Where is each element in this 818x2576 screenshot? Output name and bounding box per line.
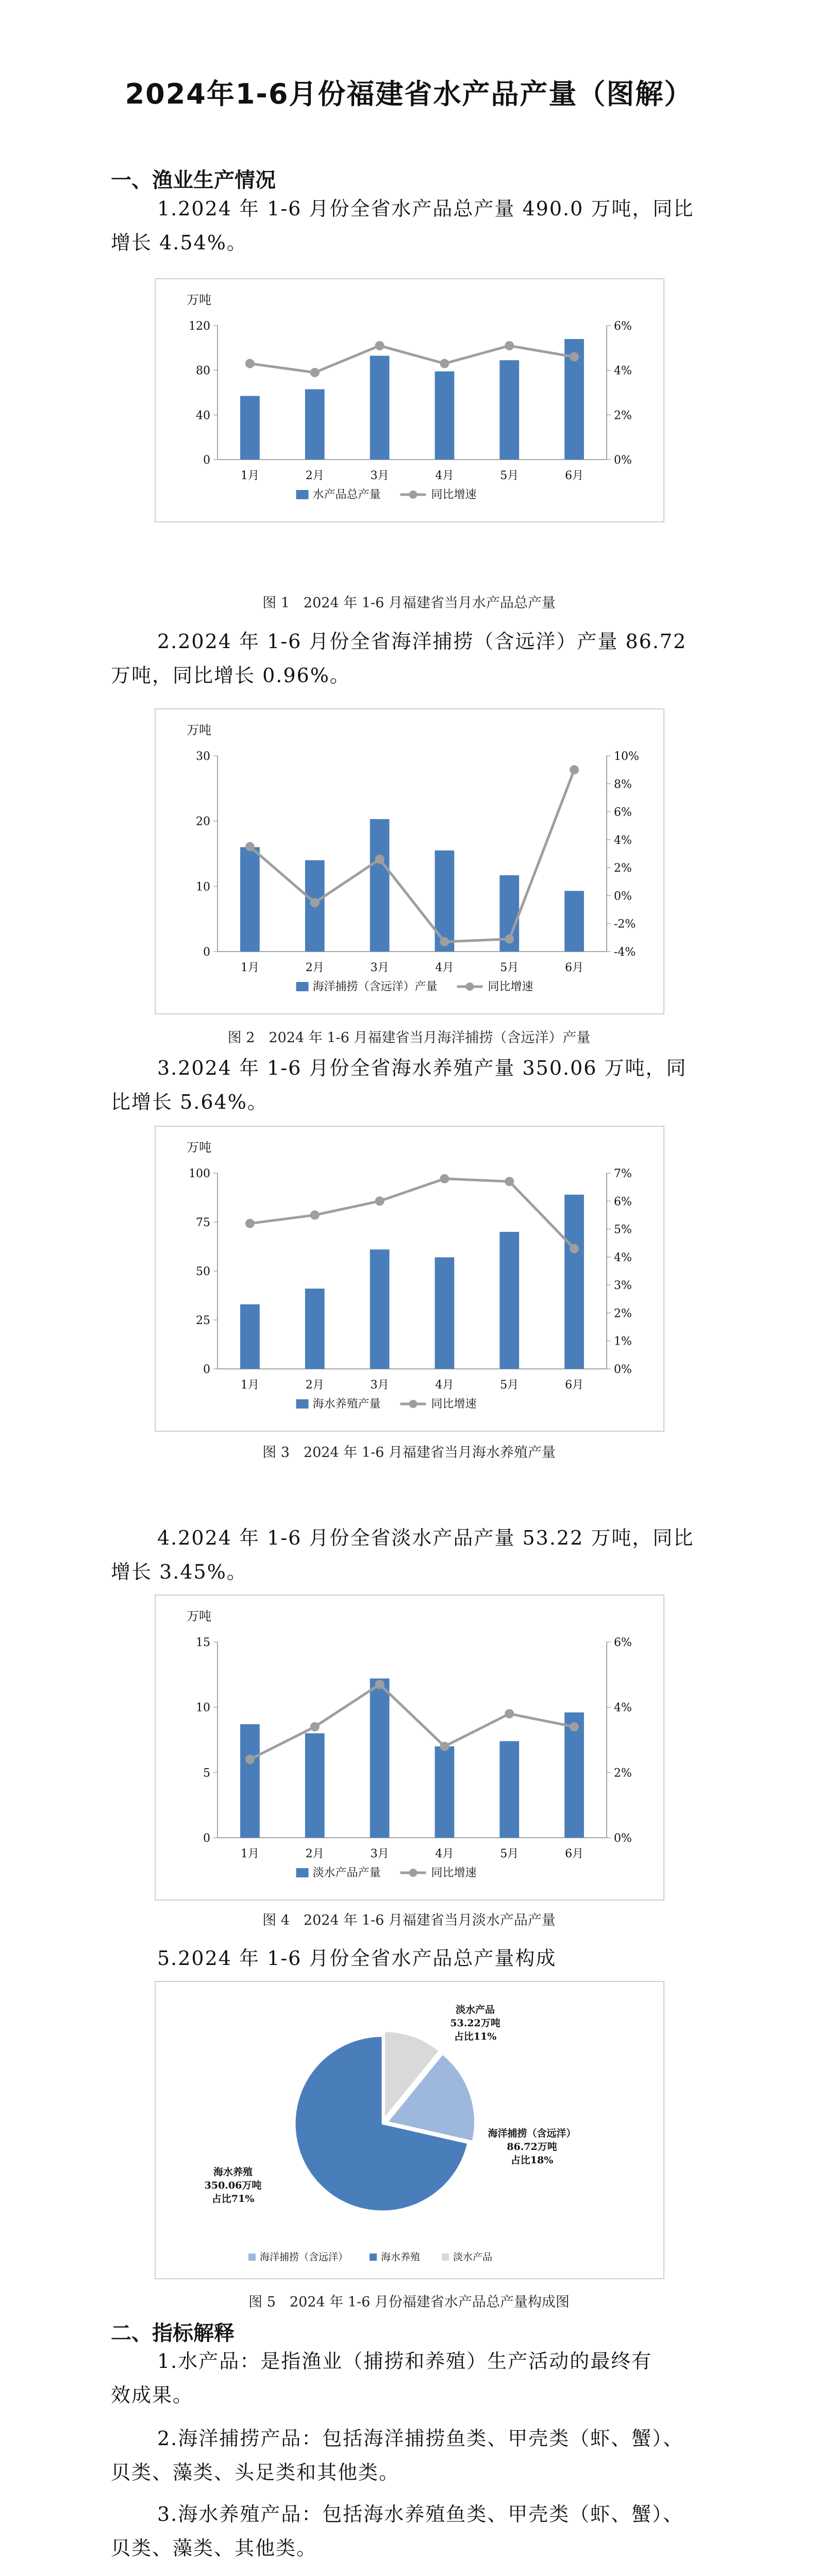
y-tick-label: 80 [196,364,210,378]
legend-line-marker [409,1869,418,1877]
y2-tick-label: 6% [614,1636,632,1649]
y2-tick-label: 0% [614,1363,632,1376]
pie-data-label: 海洋捕捞（含远洋） [488,2128,576,2139]
growth-point [245,842,255,851]
x-tick-label: 5月 [500,469,519,482]
growth-point [440,359,449,368]
growth-point [440,937,449,946]
y2-tick-label: 4% [614,1701,632,1715]
x-tick-label: 6月 [565,469,584,482]
growth-point [375,855,385,864]
y2-tick-label: -2% [614,918,636,931]
y2-tick-label: 6% [614,1195,632,1209]
bar [305,1289,325,1369]
y-tick-label: 75 [196,1216,210,1229]
bar [435,1257,455,1369]
y2-tick-label: 5% [614,1223,632,1236]
growth-point [570,1244,579,1253]
growth-point [310,1722,320,1732]
bar [435,371,455,460]
y-tick-label: 120 [189,320,210,333]
growth-line [250,770,574,942]
paragraph-line: 增长 4.54%。 [111,231,247,254]
legend-line-label: 同比增速 [431,488,477,501]
y2-tick-label: 4% [614,834,632,847]
paragraph-line: 2.海洋捕捞产品：包括海洋捕捞鱼类、甲壳类（虾、蟹）、 [157,2427,684,2450]
pie-data-label: 淡水产品 [455,2004,495,2015]
growth-point [570,765,579,774]
chart-freshwater [156,1596,663,1900]
chart-mariculture [156,1127,663,1431]
legend-bar-swatch [296,1399,309,1409]
page-title: 2024年1-6月份福建省水产品产量（图解） [125,78,693,110]
bar [240,1304,260,1369]
pie-legend-label: 海水养殖 [381,2251,421,2263]
x-tick-label: 3月 [370,1848,389,1860]
paragraph-freshwater [111,1521,709,1589]
pie-legend-swatch [370,2253,377,2261]
chart-composition-pie [156,1982,663,2278]
chart-4-box [155,1595,664,1901]
legend-bar-label: 淡水产品产量 [312,1867,381,1879]
x-tick-label: 5月 [500,1848,519,1860]
y2-tick-label: 4% [614,1251,632,1264]
y-tick-label: 50 [196,1265,210,1278]
y2-tick-label: 6% [614,806,632,819]
paragraph-line: 万吨，同比增长 0.96%。 [111,664,350,687]
section-heading-production: 一、渔业生产情况 [111,168,276,192]
paragraph-line [111,2571,709,2576]
x-tick-label: 4月 [435,1379,454,1392]
paragraph-line: 贝类、藻类、其他类。 [111,2537,318,2560]
x-tick-label: 5月 [500,1379,519,1392]
growth-point [245,1219,255,1228]
paragraph-total-output [111,192,709,260]
definition-freshwater [111,2571,709,2576]
pie-legend-label: 海洋捕捞（含远洋） [260,2251,348,2263]
bar [370,819,390,952]
y-tick-label: 0 [203,454,210,467]
growth-point [440,1174,449,1183]
y-axis-unit: 万吨 [187,1140,211,1155]
bar [435,851,455,952]
bar [305,389,325,460]
legend-bar-label: 海水养殖产量 [312,1398,381,1411]
bar [564,1195,584,1369]
y-axis-unit: 万吨 [187,1609,211,1623]
growth-point [375,1196,385,1206]
caption-figure-5: 图 5 2024 年 1-6 月份福建省水产品总产量构成图 [248,2294,570,2310]
chart-1-box [155,278,664,522]
caption-figure-2: 图 2 2024 年 1-6 月福建省当月海洋捕捞（含远洋）产量 [227,1030,591,1046]
bar [499,1232,519,1369]
paragraph-line: 增长 3.45%。 [111,1561,247,1583]
x-tick-label: 1月 [240,469,259,482]
bar [305,1733,325,1838]
legend-bar-swatch [296,490,309,499]
pie-data-label: 占比11% [454,2031,497,2042]
y-tick-label: 5 [203,1767,210,1780]
x-tick-label: 3月 [370,469,389,482]
x-tick-label: 1月 [240,1379,259,1392]
y2-tick-label: 1% [614,1335,632,1348]
growth-point [505,1709,514,1718]
x-tick-label: 1月 [240,961,259,974]
x-tick-label: 1月 [240,1848,259,1860]
paragraph-line: 1.水产品：是指渔业（捕捞和养殖）生产活动的最终有 [157,2350,653,2372]
definition-mariculture [111,2497,709,2565]
pie-legend-label: 淡水产品 [453,2251,493,2263]
y2-tick-label: 2% [614,862,632,875]
y-axis-unit: 万吨 [187,293,211,307]
chart-2-box [155,708,664,1014]
growth-point [310,898,320,907]
bar [240,1724,260,1838]
legend-bar-label: 海洋捕捞（含远洋）产量 [312,980,438,993]
bar [564,891,584,952]
growth-point [310,1210,320,1219]
growth-point [570,352,579,362]
section-heading-indicators: 二、指标解释 [111,2321,235,2345]
y2-tick-label: -4% [614,946,636,959]
chart-marine-catch [156,709,663,1013]
growth-point [440,1742,449,1751]
y-tick-label: 0 [203,1363,210,1376]
pie-data-label: 占比18% [510,2155,554,2166]
paragraph-marine-catch [111,624,709,692]
growth-point [505,935,514,944]
y-tick-label: 0 [203,1832,210,1845]
legend-line-label: 同比增速 [431,1398,477,1411]
legend-bar-swatch [296,982,309,991]
pie-data-label: 占比71% [211,2193,255,2205]
paragraph-composition [111,1941,709,1975]
y2-tick-label: 0% [614,890,632,903]
y2-tick-label: 2% [614,409,632,422]
paragraph-line: 3.海水养殖产品：包括海水养殖鱼类、甲壳类（虾、蟹）、 [157,2503,684,2526]
pie-data-label: 海水养殖 [213,2166,253,2178]
y-tick-label: 20 [196,815,210,828]
paragraph-line: 2.2024 年 1-6 月份全省海洋捕捞（含远洋）产量 86.72 [157,630,687,653]
paragraph-line: 3.2024 年 1-6 月份全省海水养殖产量 350.06 万吨，同 [157,1057,687,1079]
legend-line-marker [466,982,474,991]
caption-figure-1: 图 1 2024 年 1-6 月福建省当月水产品总产量 [262,595,556,611]
y-tick-label: 100 [189,1167,210,1180]
paragraph-line: 比增长 5.64%。 [111,1091,268,1113]
bar [240,847,260,952]
x-tick-label: 2月 [305,1379,324,1392]
y2-tick-label: 6% [614,320,632,333]
caption-figure-3: 图 3 2024 年 1-6 月福建省当月海水养殖产量 [262,1445,556,1461]
chart-total-output [156,279,663,521]
growth-point [505,1177,514,1186]
legend-line-label: 同比增速 [431,1867,477,1879]
y2-tick-label: 2% [614,1307,632,1320]
growth-line [250,1179,574,1249]
bar [370,1249,390,1369]
x-tick-label: 2月 [305,469,324,482]
bar [240,396,260,460]
y-tick-label: 10 [196,1701,210,1715]
growth-line [250,346,574,372]
y2-tick-label: 0% [614,1832,632,1845]
y-tick-label: 25 [196,1314,210,1327]
definition-aquatic-products [111,2344,709,2412]
x-tick-label: 3月 [370,961,389,974]
y2-tick-label: 0% [614,454,632,467]
growth-point [375,1680,385,1689]
pie-data-label: 350.06万吨 [204,2180,262,2191]
y-tick-label: 10 [196,880,210,894]
y2-tick-label: 2% [614,1767,632,1780]
x-tick-label: 5月 [500,961,519,974]
bar [370,1679,390,1838]
x-tick-label: 6月 [565,1379,584,1392]
growth-point [245,359,255,368]
y-axis-unit: 万吨 [187,723,211,737]
chart-5-box [155,1981,664,2279]
pie-data-label: 86.72万吨 [507,2141,557,2153]
paragraph-line: 贝类、藻类、头足类和其他类。 [111,2461,400,2484]
paragraph-line: 4.2024 年 1-6 月份全省淡水产品产量 53.22 万吨，同比 [157,1527,694,1549]
y-tick-label: 30 [196,750,210,763]
growth-point [375,341,385,350]
y2-tick-label: 7% [614,1167,632,1180]
paragraph-line: 5.2024 年 1-6 月份全省水产品总产量构成 [157,1947,557,1970]
caption-figure-4: 图 4 2024 年 1-6 月福建省当月淡水产品产量 [262,1912,556,1928]
pie-legend-swatch [248,2253,256,2261]
y-tick-label: 40 [196,409,210,422]
growth-point [310,368,320,377]
legend-bar-swatch [296,1868,309,1877]
x-tick-label: 2月 [305,1848,324,1860]
x-tick-label: 2月 [305,961,324,974]
growth-point [505,341,514,350]
x-tick-label: 3月 [370,1379,389,1392]
x-tick-label: 4月 [435,961,454,974]
legend-bar-label: 水产品总产量 [312,488,381,501]
chart-3-box [155,1126,664,1432]
y2-tick-label: 4% [614,364,632,378]
legend-line-marker [409,1400,418,1408]
definition-marine-catch [111,2421,709,2489]
pie-legend-swatch [442,2253,449,2261]
paragraph-line: 1.2024 年 1-6 月份全省水产品总产量 490.0 万吨，同比 [157,197,694,220]
x-tick-label: 4月 [435,1848,454,1860]
growth-point [245,1755,255,1764]
growth-point [570,1722,579,1732]
paragraph-mariculture [111,1051,709,1119]
pie-data-label: 53.22万吨 [450,2018,500,2029]
bar [370,356,390,460]
x-tick-label: 6月 [565,1848,584,1860]
paragraph-line: 效成果。 [111,2384,194,2406]
bar [499,1741,519,1838]
y2-tick-label: 8% [614,778,632,791]
y2-tick-label: 10% [614,750,639,763]
y2-tick-label: 3% [614,1279,632,1293]
bar [499,360,519,460]
growth-line [250,1684,574,1759]
y-tick-label: 0 [203,946,210,959]
x-tick-label: 6月 [565,961,584,974]
y-tick-label: 15 [196,1636,210,1649]
legend-line-label: 同比增速 [488,980,533,993]
x-tick-label: 4月 [435,469,454,482]
bar [435,1747,455,1838]
legend-line-marker [409,490,418,499]
